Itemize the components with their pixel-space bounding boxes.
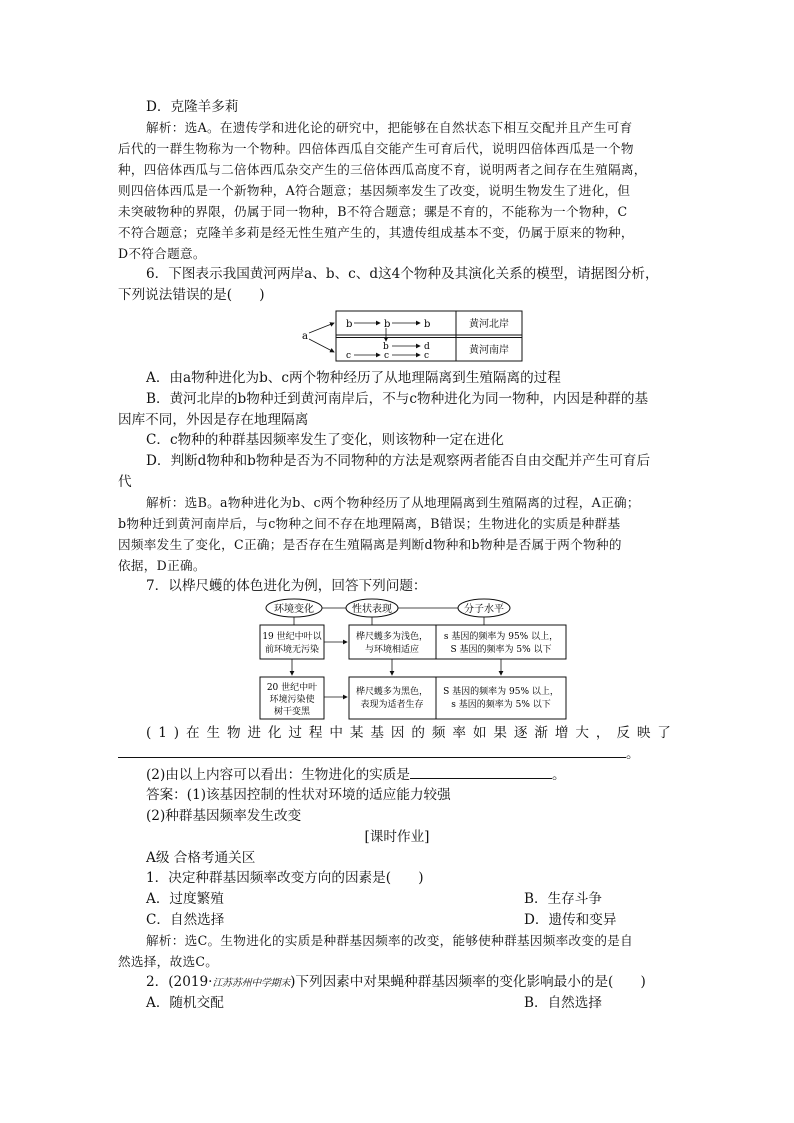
explanation-line: 解析：选C。生物进化的实质是种群基因频率的改变，能够使种群基因频率改变的是自 [146,933,634,948]
option-b-cont: 因库不同，外因是存在地理隔离 [118,412,309,428]
question-7-1: (1)在生物进化过程中某基因的频率如果逐渐增大，反映了 [146,725,678,741]
option-b: B．自然选择 [524,995,602,1011]
homework-question-1: 1．决定种群基因频率改变方向的因素是( ) [146,870,424,886]
env-row2: 环境污染使 [269,695,315,705]
species-c-label: c [346,351,352,361]
explanation-line: 种，四倍体西瓜与二倍体西瓜杂交产生的三倍体西瓜高度不育，说明两者之间存在生殖隔离， [118,162,647,177]
question-6-stem: 6．下图表示我国黄河两岸a、b、c、d这4个物种及其演化关系的模型，请据图分析， [146,266,659,282]
env-row1: 19 世纪中叶以 [262,632,322,642]
env-row1: 前环境无污染 [264,645,320,655]
explanation-line: 后代的一群生物称为一个物种。四倍体西瓜自交能产生可育后代，说明四倍体西瓜是一个物 [118,141,634,156]
option-d: D．遗传和变异 [524,912,617,928]
source-tag: 江苏苏州中学期末 [212,978,291,989]
trait-row2: 表现为适者生存 [360,700,424,710]
question-7-stem: 7．以桦尺蠖的体色进化为例，回答下列问题： [146,578,427,594]
species-b-label: b [384,319,391,330]
answer-blank[interactable] [410,764,552,779]
header-trait: 性状表现 [352,604,392,615]
species-b-label: b [346,319,353,330]
section-title: [课时作业] [364,829,430,845]
level-heading: A级 合格考通关区 [146,850,256,866]
explanation-line: 依据，D正确。 [118,558,206,573]
option-c: C．自然选择 [146,912,225,928]
species-b-label: b [424,319,431,330]
answer-blank[interactable] [118,743,626,758]
explanation-line: D不符合题意。 [118,246,206,261]
question-6-stem: 下列说法错误的是( ) [118,287,265,303]
header-environment: 环境变化 [274,604,314,615]
species-a-label: a [302,331,308,342]
option-d: D．判断d物种和b物种是否为不同物种的方法是观察两者能否自由交配并产生可育后 [146,453,651,469]
answer-line: 答案：(1)该基因控制的性状对环境的适应能力较强 [146,787,451,803]
option-d-cont: 代 [118,474,132,490]
north-bank-label: 黄河北岸 [469,319,509,330]
explanation-line: 不符合题意；克隆羊多莉是经无性生殖产生的，其遗传组成基本不变，仍属于原来的物种， [118,225,634,240]
species-b-label: b [383,342,389,352]
option-c: C．c物种的种群基因频率发生了变化，则该物种一定在进化 [146,432,504,448]
option-d-text: D．克隆羊多莉 [146,99,239,115]
mol-row1: S 基因的频率为 5% 以下 [450,645,552,655]
option-a: A．过度繁殖 [146,891,224,907]
option-a: A．随机交配 [146,995,224,1011]
species-d-label: d [424,342,430,352]
trait-row2: 桦尺蠖多为黑色， [355,687,429,697]
answer-line: (2)种群基因频率发生改变 [146,808,302,824]
option-a: A．由a物种进化为b、c两个物种经历了从地理隔离到生殖隔离的过程 [146,370,561,386]
explanation-line: 因频率发生了变化，C正确；是否存在生殖隔离是判断d物种和b物种是否属于两个物种的 [118,537,622,552]
explanation-line: b物种迁到黄河南岸后，与c物种之间不存在地理隔离，B错误；生物进化的实质是种群基 [118,516,621,531]
moth-evolution-figure [258,597,568,722]
mol-row2: S 基因的频率为 95% 以上， [443,687,559,697]
mol-row1: s 基因的频率为 95% 以上， [443,632,559,642]
explanation-line: 解析：选B。a物种进化为b、c两个物种经历了从地理隔离到生殖隔离的过程，A正确； [146,495,640,510]
homework-question-2: 2．(2019·江苏苏州中学期末)下列因素中对果蝇种群基因频率的变化影响最小的是( ) [146,974,646,990]
explanation-line: 然选择，故选C。 [118,954,219,969]
header-molecular: 分子水平 [464,604,504,615]
species-evolution-figure [296,308,528,364]
species-c-label: c [384,351,390,361]
species-c-label: c [424,351,430,361]
trait-row1: 桦尺蠖多为浅色， [355,632,429,642]
mol-row2: s 基因的频率为 5% 以下 [451,700,551,710]
env-row2: 树干变黑 [273,707,311,717]
south-bank-label: 黄河南岸 [469,345,509,356]
explanation-line: 未突破物种的界限，仍属于同一物种，B不符合题意；骡是不育的，不能称为一个物种，C [118,204,628,219]
trait-row1: 与环境相适应 [364,645,420,655]
explanation-line: 解析：选A。在遗传学和进化论的研究中，把能够在自然状态下相互交配并且产生可育 [146,120,633,135]
option-b: B．黄河北岸的b物种迁到黄河南岸后，不与c物种进化为同一物种，内因是种群的基 [146,391,649,407]
question-7-1-blank-line: 。 [118,743,640,764]
explanation-line: 则四倍体西瓜是一个新物种，A符合题意；基因频率发生了改变，说明生物发生了进化，但 [118,183,631,198]
question-7-2: (2)由以上内容可以看出：生物进化的实质是 。 [146,764,566,785]
option-b: B．生存斗争 [524,891,602,907]
env-row2: 20 世纪中叶 [266,683,318,693]
